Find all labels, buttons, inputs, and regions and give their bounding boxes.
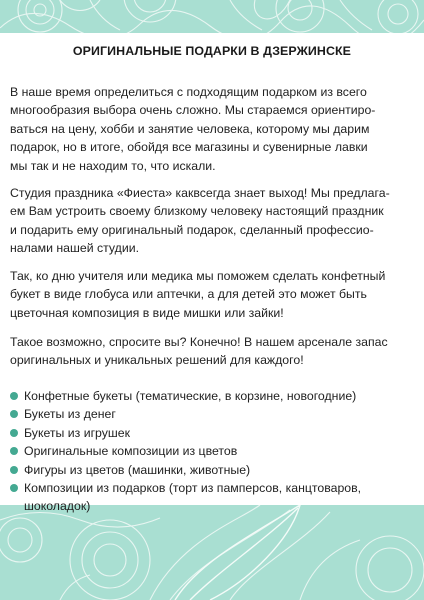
text-line: Такое возможно, спросите вы? Конечно! В нашем арсенале запас (10, 335, 388, 349)
text-line: многообразия выбора очень сложно. Мы стараемся ориентиро- (10, 103, 376, 118)
text-line: букет в виде глобуса или аптечки, а для детей это может быть (10, 287, 367, 302)
text-line: налами нашей студии. (10, 241, 139, 256)
text-line: ваться на цену, хобби и занятие человека, которому мы дарим (10, 121, 370, 136)
list-item-text: Букеты из игрушек (24, 425, 130, 440)
bullet-icon (10, 429, 18, 437)
list-item-text: Конфетные букеты (тематические, в корзине, новогодние) (24, 389, 357, 403)
bullet-icon (10, 410, 18, 418)
text-line: подарок, но в итоге, обойдя все магазины и сувенирные лавки (10, 140, 368, 155)
list-item-text: Букеты из денег (24, 407, 116, 422)
bullet-icon (10, 447, 18, 455)
bullet-icon (10, 484, 18, 492)
list-item (10, 461, 420, 479)
text-line: В наше время определиться с подходящим подарком из всего (10, 85, 367, 99)
list-item (10, 424, 420, 442)
paragraph-examples (10, 267, 418, 322)
text-line: Студия праздника «Фиеста» каквсегда знает выход! Мы предлага- (10, 186, 390, 200)
text-line: ем Вам устроить своему близкому человеку настоящий праздник (10, 204, 384, 219)
list-item (10, 387, 420, 405)
paragraph-studio (10, 184, 418, 258)
text-line: оригинальных и уникальных решений для каждого! (10, 353, 304, 368)
list-item-text: Оригинальные композиции из цветов (24, 444, 238, 459)
text-line: мы так и не находим то, что искали. (10, 158, 216, 173)
list-item-text: шоколадок) (24, 499, 91, 514)
page-title: ОРИГИНАЛЬНЫЕ ПОДАРКИ В ДЗЕРЖИНСКЕ (72, 44, 352, 58)
list-item-text: Композиции из подарков (торт из памперсов, канцтоваров, (24, 481, 362, 496)
list-item (10, 442, 420, 460)
paragraph-question (10, 333, 418, 370)
text-line: цветочная композиция в виде мишки или зайки! (10, 305, 284, 320)
list-item-text: Фигуры из цветов (машинки, животные) (24, 462, 251, 477)
text-line: и подарить ему оригинальный подарок, сделанный профессио- (10, 222, 374, 237)
bullet-icon (10, 466, 18, 474)
text-line: Так, ко дню учителя или медика мы поможем сделать конфетный (10, 269, 386, 283)
bullet-icon (10, 392, 18, 400)
list-item (10, 405, 420, 423)
paragraph-intro (10, 83, 418, 175)
list-item (10, 479, 420, 516)
services-list (10, 387, 420, 516)
